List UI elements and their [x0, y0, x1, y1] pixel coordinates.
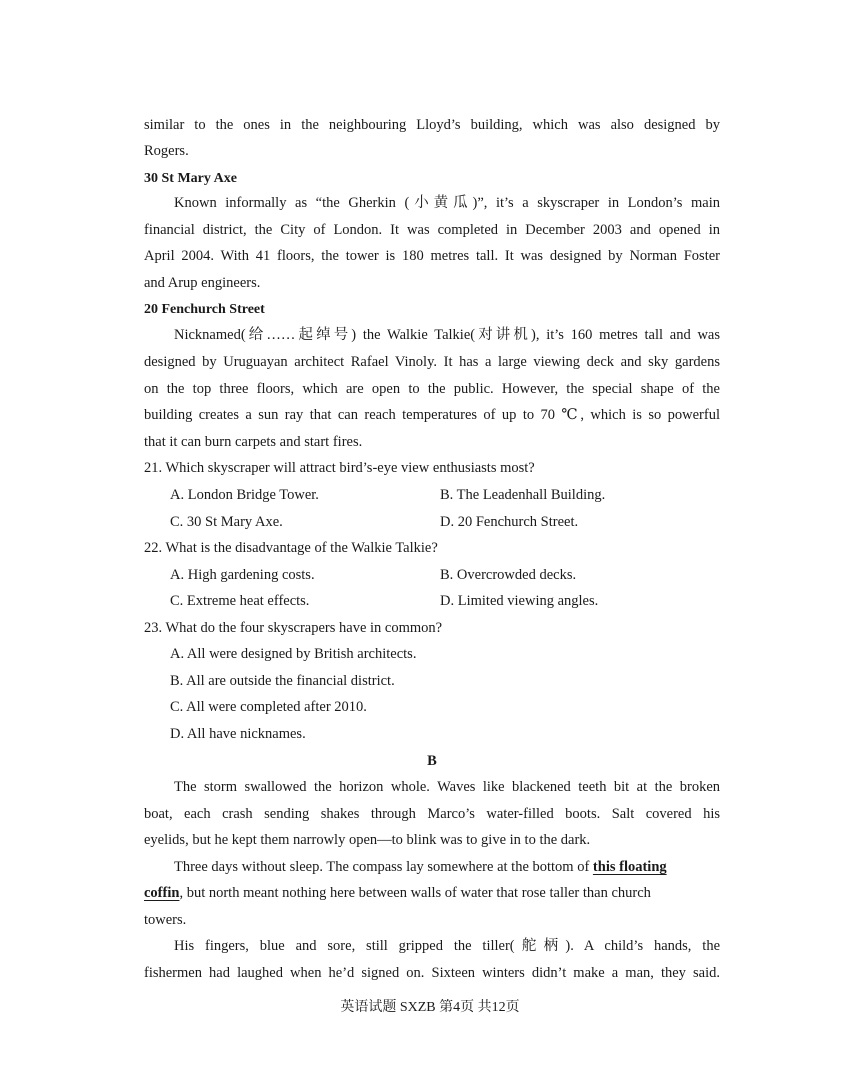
option-23b: B. All are outside the financial district.	[170, 673, 395, 689]
text-line: Rogers.	[144, 143, 189, 159]
text-line	[144, 884, 720, 902]
text-line: that it can burn carpets and start fires.	[144, 434, 363, 450]
underlined-phrase: coffin	[144, 885, 180, 901]
option-22c: C. Extreme heat effects.	[170, 593, 310, 609]
text-line: towers.	[144, 912, 187, 928]
text-line: eyelids, but he kept them narrowly open—to blink was to give in to the dark.	[144, 832, 591, 848]
option-21d: D. 20 Fenchurch Street.	[440, 514, 579, 530]
text-line: designed by Uruguayan architect Rafael Vinoly. It has a large viewing deck and sky gardens	[144, 354, 720, 370]
option-21b: B. The Leadenhall Building.	[440, 487, 606, 503]
option-23c: C. All were completed after 2010.	[170, 699, 367, 715]
question-23: 23. What do the four skyscrapers have in common?	[144, 620, 443, 636]
text-line: The storm swallowed the horizon whole. Waves like blackened teeth bit at the broken	[174, 779, 720, 795]
text-line: building creates a sun ray that can reach temperatures of up to 70 ℃, which is so powerful	[144, 407, 720, 423]
option-21c: C. 30 St Mary Axe.	[170, 514, 283, 530]
page-footer: 英语试题 SXZB 第4页 共12页	[340, 1000, 520, 1015]
text-line: financial district, the City of London. It was completed in December 2003 and opened in	[144, 222, 720, 238]
text-line	[174, 858, 720, 876]
text-span: , but north meant nothing here between walls of water that rose taller than church	[179, 885, 651, 901]
text-line: His fingers, blue and sore, still gripped the tiller(舵柄). A child’s hands, the	[174, 938, 720, 954]
text-line: April 2004. With 41 floors, the tower is 180 metres tall. It was designed by Norman Foster	[144, 248, 720, 264]
option-22d: D. Limited viewing angles.	[440, 593, 599, 609]
section-heading: 20 Fenchurch Street	[144, 302, 265, 317]
text-span: Three days without sleep. The compass lay somewhere at the bottom of	[174, 859, 593, 875]
text-line: boat, each crash sending shakes through Marco’s water-filled boots. Salt covered his	[144, 806, 720, 822]
option-22a: A. High gardening costs.	[170, 567, 315, 583]
text-line: and Arup engineers.	[144, 275, 261, 291]
passage-label: B	[427, 753, 437, 769]
underlined-phrase: this floating	[592, 859, 667, 875]
text-line: fishermen had laughed when he’d signed on. Sixteen winters didn’t make a man, they said.	[144, 965, 720, 981]
text-line: Known informally as “the Gherkin (小黄瓜)”, it’s a skyscraper in London’s main	[174, 195, 720, 211]
option-21a: A. London Bridge Tower.	[170, 487, 319, 503]
section-heading: 30 St Mary Axe	[144, 171, 237, 186]
option-23d: D. All have nicknames.	[170, 726, 306, 742]
question-21: 21. Which skyscraper will attract bird’s-eye view enthusiasts most?	[144, 460, 535, 476]
text-line: Nicknamed(给……起绰号) the Walkie Talkie(对讲机), it’s 160 metres tall and was	[174, 327, 720, 343]
text-line: on the top three floors, which are open to the public. However, the special shape of the	[144, 381, 720, 397]
option-23a: A. All were designed by British architects.	[170, 646, 417, 662]
question-22: 22. What is the disadvantage of the Walkie Talkie?	[144, 540, 438, 556]
text-line: similar to the ones in the neighbouring Lloyd’s building, which was also designed by	[144, 117, 720, 133]
option-22b: B. Overcrowded decks.	[440, 567, 577, 583]
